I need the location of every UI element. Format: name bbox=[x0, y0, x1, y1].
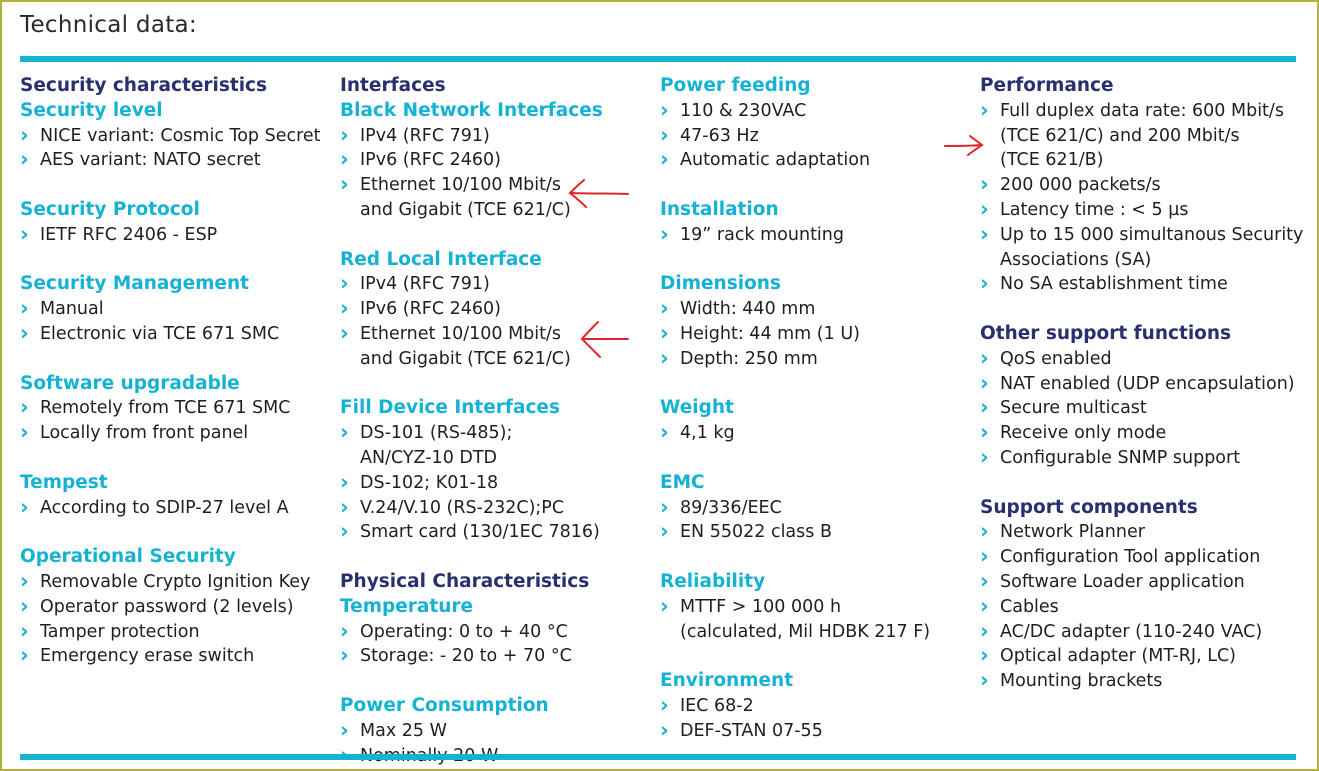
bullet-list bbox=[20, 496, 330, 521]
list-item-line: Ethernet 10/100 Mbit/s bbox=[360, 175, 562, 196]
list-item: › Width: 440 mm bbox=[660, 297, 970, 322]
section-heading: Black Network Interfaces bbox=[340, 99, 603, 121]
section-gap bbox=[660, 372, 970, 397]
list-item: › Tamper protection bbox=[20, 620, 330, 645]
list-item: › 110 & 230VAC bbox=[660, 99, 970, 124]
list-item-line: MTTF > 100 000 h bbox=[680, 596, 842, 617]
section-gap bbox=[660, 446, 970, 471]
list-item-line: (TCE 621/C) and 200 Mbit/s bbox=[1000, 125, 1240, 146]
section-heading: Reliability bbox=[660, 570, 766, 592]
list-item: › 19” rack mounting bbox=[660, 223, 970, 248]
section-operational-security bbox=[20, 545, 330, 669]
section-heading: Power feeding bbox=[660, 75, 811, 96]
section-gap bbox=[20, 347, 330, 372]
section-heading: Power Consumption bbox=[340, 694, 549, 716]
section-gap bbox=[660, 545, 970, 570]
top-rule bbox=[20, 56, 1296, 62]
section-tempest bbox=[20, 471, 330, 521]
list-item-line: (TCE 621/B) bbox=[1000, 150, 1104, 171]
bullet-list bbox=[340, 719, 650, 769]
page-title: Technical data: bbox=[20, 12, 197, 38]
section-heading: Physical Characteristics bbox=[340, 570, 590, 592]
section-support-components bbox=[980, 496, 1305, 694]
section-gap bbox=[980, 297, 1305, 322]
section-heading: Software upgradable bbox=[20, 372, 240, 394]
section-gap bbox=[20, 446, 330, 471]
list-item: › DEF-STAN 07-55 bbox=[660, 719, 970, 744]
list-item bbox=[340, 421, 650, 471]
list-item: › Latency time : < 5 µs bbox=[980, 198, 1305, 223]
bullet-list bbox=[980, 347, 1305, 471]
section-gap bbox=[660, 173, 970, 198]
section-interfaces bbox=[340, 74, 650, 99]
list-item-line: Up to 15 000 simultanous Security bbox=[1000, 224, 1304, 245]
list-item: › 200 000 packets/s bbox=[980, 173, 1305, 198]
list-item: › QoS enabled bbox=[980, 347, 1305, 372]
list-item: › IPv6 (RFC 2460) bbox=[340, 148, 650, 173]
section-heading: Installation bbox=[660, 198, 779, 220]
section-installation bbox=[660, 198, 970, 248]
bullet-list bbox=[20, 124, 330, 174]
column-1 bbox=[20, 74, 330, 669]
column-4 bbox=[980, 74, 1305, 694]
list-item: › AC/DC adapter (110-240 VAC) bbox=[980, 620, 1305, 645]
list-item: › IPv6 (RFC 2460) bbox=[340, 297, 650, 322]
list-item-line: and Gigabit (TCE 621/C) bbox=[360, 199, 571, 220]
bullet-list bbox=[660, 99, 970, 173]
section-gap bbox=[340, 223, 650, 248]
list-item: › 4,1 kg bbox=[660, 421, 970, 446]
bullet-list bbox=[980, 520, 1305, 694]
list-item bbox=[980, 99, 1305, 173]
list-item: › Configurable SNMP support bbox=[980, 446, 1305, 471]
red-arrow-icon bbox=[942, 132, 986, 158]
list-item: › AES variant: NATO secret bbox=[20, 148, 330, 173]
bullet-list bbox=[660, 496, 970, 546]
section-gap bbox=[20, 173, 330, 198]
bullet-list bbox=[340, 620, 650, 670]
section-heading: Environment bbox=[660, 670, 794, 692]
section-heading: Security Management bbox=[20, 273, 249, 295]
section-security-characteristics bbox=[20, 74, 330, 99]
section-heading: Dimensions bbox=[660, 273, 781, 295]
list-item: › Network Planner bbox=[980, 520, 1305, 545]
bullet-list bbox=[660, 694, 970, 744]
list-item-line: AN/CYZ-10 DTD bbox=[360, 447, 498, 468]
section-heading: Other support functions bbox=[980, 322, 1232, 344]
list-item: › Removable Crypto Ignition Key bbox=[20, 570, 330, 595]
list-item: › According to SDIP-27 level A bbox=[20, 496, 330, 521]
list-item: › IPv4 (RFC 791) bbox=[340, 124, 650, 149]
list-item: › No SA establishment time bbox=[980, 272, 1305, 297]
list-item-line: DS-101 (RS-485); bbox=[360, 423, 513, 444]
section-heading: Fill Device Interfaces bbox=[340, 397, 560, 419]
bullet-list bbox=[660, 595, 970, 645]
list-item: › Manual bbox=[20, 297, 330, 322]
section-heading: Interfaces bbox=[340, 75, 446, 96]
section-heading: Operational Security bbox=[20, 546, 236, 568]
section-performance bbox=[980, 74, 1305, 297]
list-item: › Operator password (2 levels) bbox=[20, 595, 330, 620]
section-other-support-functions bbox=[980, 322, 1305, 471]
list-item-line: Associations (SA) bbox=[1000, 249, 1152, 270]
section-heading: Weight bbox=[660, 397, 734, 419]
list-item: › Emergency erase switch bbox=[20, 644, 330, 669]
list-item: › Secure multicast bbox=[980, 396, 1305, 421]
section-heading: Performance bbox=[980, 75, 1114, 96]
list-item-line: Ethernet 10/100 Mbit/s bbox=[360, 323, 562, 344]
list-item: › 47-63 Hz bbox=[660, 124, 970, 149]
list-item: › Automatic adaptation bbox=[660, 148, 970, 173]
section-heading: Security Protocol bbox=[20, 198, 200, 220]
list-item: › Cables bbox=[980, 595, 1305, 620]
section-power-feeding bbox=[660, 74, 970, 173]
section-weight bbox=[660, 396, 970, 446]
list-item: › NICE variant: Cosmic Top Secret bbox=[20, 124, 330, 149]
list-item: › Configuration Tool application bbox=[980, 545, 1305, 570]
list-item: › IEC 68-2 bbox=[660, 694, 970, 719]
list-item: › Receive only mode bbox=[980, 421, 1305, 446]
section-temperature bbox=[340, 595, 650, 669]
bullet-list bbox=[660, 223, 970, 248]
list-item: › Storage: - 20 to + 70 °C bbox=[340, 644, 650, 669]
list-item: › Height: 44 mm (1 U) bbox=[660, 322, 970, 347]
list-item-line: (calculated, Mil HDBK 217 F) bbox=[680, 621, 931, 642]
section-gap bbox=[340, 545, 650, 570]
section-physical-characteristics bbox=[340, 570, 650, 595]
section-gap bbox=[980, 471, 1305, 496]
list-item: › Max 25 W bbox=[340, 719, 650, 744]
list-item: › Remotely from TCE 671 SMC bbox=[20, 396, 330, 421]
section-heading: Temperature bbox=[340, 595, 474, 617]
bullet-list bbox=[340, 421, 650, 545]
section-gap bbox=[340, 669, 650, 694]
section-emc bbox=[660, 471, 970, 545]
bullet-list bbox=[660, 421, 970, 446]
section-gap bbox=[20, 520, 330, 545]
section-gap bbox=[660, 644, 970, 669]
red-arrow-icon bbox=[578, 318, 632, 360]
list-item: › IETF RFC 2406 - ESP bbox=[20, 223, 330, 248]
list-item: › Operating: 0 to + 40 °C bbox=[340, 620, 650, 645]
list-item: › IPv4 (RFC 791) bbox=[340, 272, 650, 297]
section-security-level bbox=[20, 99, 330, 173]
section-fill-device-interfaces bbox=[340, 396, 650, 545]
section-dimensions bbox=[660, 272, 970, 371]
section-heading: Security characteristics bbox=[20, 75, 268, 96]
section-security-protocol bbox=[20, 198, 330, 248]
list-item: › Mounting brackets bbox=[980, 669, 1305, 694]
section-gap bbox=[20, 248, 330, 273]
list-item: › Locally from front panel bbox=[20, 421, 330, 446]
section-heading: Support components bbox=[980, 496, 1198, 518]
list-item: › 89/336/EEC bbox=[660, 496, 970, 521]
list-item: › Depth: 250 mm bbox=[660, 347, 970, 372]
section-heading: EMC bbox=[660, 471, 705, 493]
list-item: › V.24/V.10 (RS-232C);PC bbox=[340, 496, 650, 521]
list-item bbox=[980, 223, 1305, 273]
section-heading: Tempest bbox=[20, 471, 108, 493]
section-heading: Security level bbox=[20, 99, 163, 121]
section-heading: Red Local Interface bbox=[340, 248, 542, 270]
red-arrow-icon bbox=[566, 176, 632, 210]
list-item: › Optical adapter (MT-RJ, LC) bbox=[980, 644, 1305, 669]
list-item: › Software Loader application bbox=[980, 570, 1305, 595]
list-item: › EN 55022 class B bbox=[660, 520, 970, 545]
bullet-list bbox=[20, 396, 330, 446]
list-item: › NAT enabled (UDP encapsulation) bbox=[980, 372, 1305, 397]
bullet-list bbox=[660, 297, 970, 371]
column-3 bbox=[660, 74, 970, 744]
section-reliability bbox=[660, 570, 970, 644]
list-item-line: Full duplex data rate: 600 Mbit/s bbox=[1000, 100, 1284, 121]
section-gap bbox=[660, 248, 970, 273]
section-security-management bbox=[20, 272, 330, 346]
section-software-upgradable bbox=[20, 372, 330, 446]
list-item bbox=[660, 595, 970, 645]
bottom-rule bbox=[20, 754, 1296, 760]
bullet-list bbox=[20, 297, 330, 347]
section-environment bbox=[660, 669, 970, 743]
bullet-list bbox=[980, 99, 1305, 297]
list-item-line: and Gigabit (TCE 621/C) bbox=[360, 348, 571, 369]
bullet-list bbox=[20, 223, 330, 248]
list-item: › DS-102; K01-18 bbox=[340, 471, 650, 496]
list-item: › Smart card (130/1EC 7816) bbox=[340, 520, 650, 545]
list-item: › Electronic via TCE 671 SMC bbox=[20, 322, 330, 347]
bullet-list bbox=[20, 570, 330, 669]
section-gap bbox=[340, 372, 650, 397]
